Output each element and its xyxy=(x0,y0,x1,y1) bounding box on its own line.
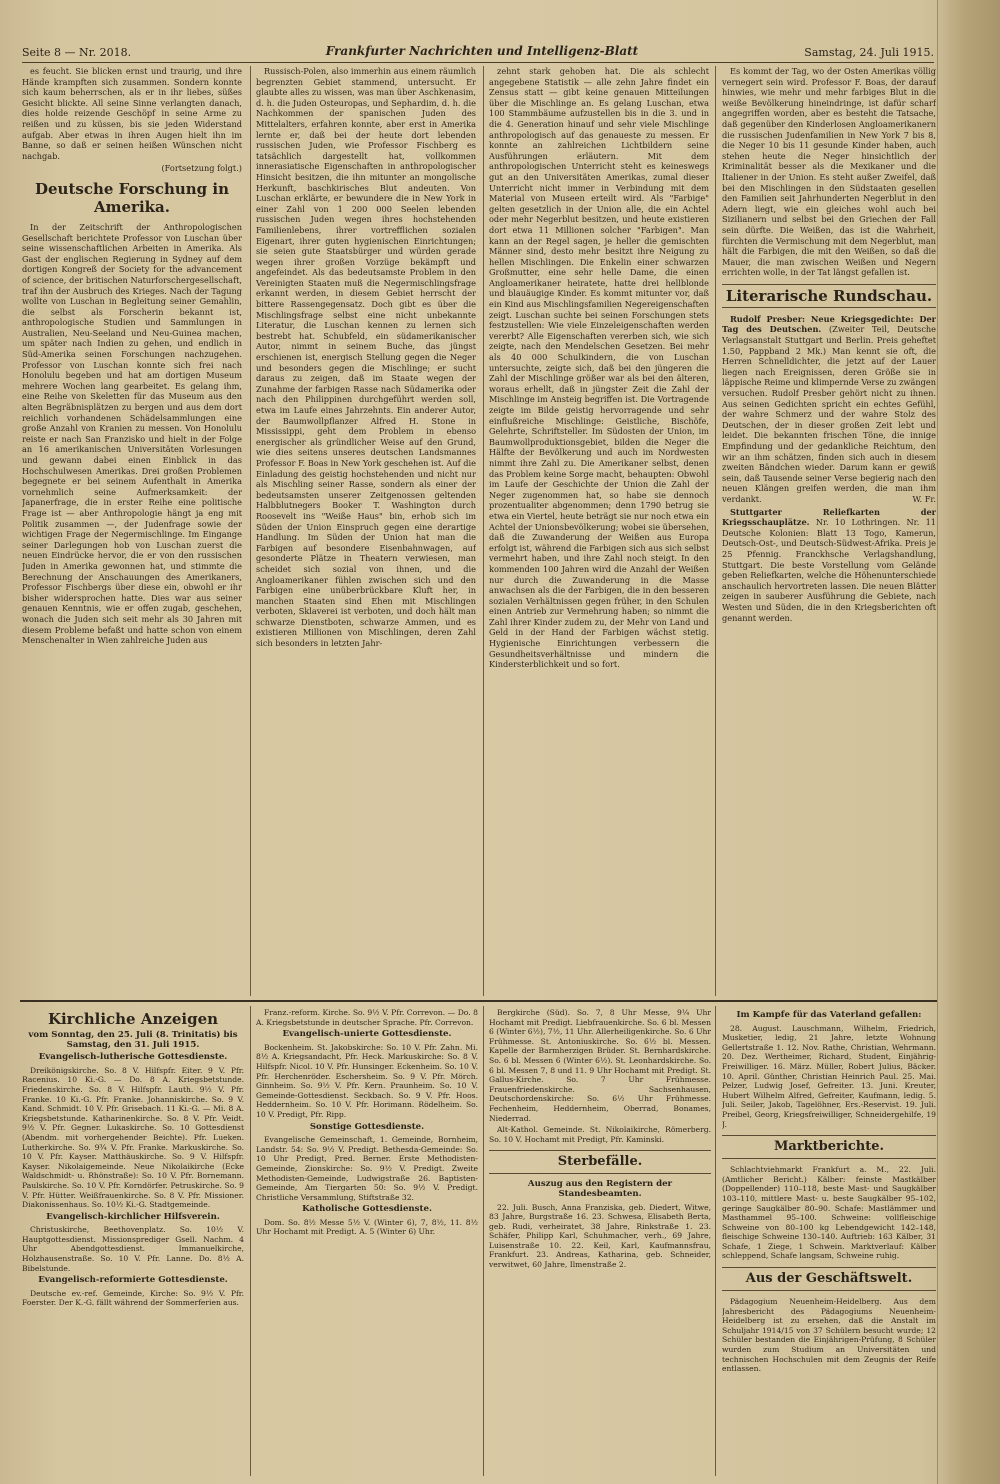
page-number: Seite 8 — Nr. 2018. xyxy=(22,46,132,59)
serial-ending: es feucht. Sie blicken ernst und traurig, und ihre Hände krampften sich zusammen. Sondern konnte sich kaum beherrschen, als er in ihr liebes, süßes Gesicht blickte. All seine Sinne verlangten danach, dies holde reizende Geschöpf in seine Arme zu reißen und zu küssen, bis sie jeden Widerstand aufgab. Aber etwas in ihren Augen hielt ihn im Banne, so daß er seinen heißen Wünschen nicht nachgab. xyxy=(22,66,242,161)
catholic-listings-continued: Bergkirche (Süd). So. 7, 8 Uhr Messe, 9¼ Uhr Hochamt mit Predigt. Liebfrauenkirche. So. 6 bl. Messen 6 (Winter 6½), 7½, 11 Uhr. Allerheiligenkirche. So. 6 Uhr Frühmesse. St. Antoniuskirche. So. 6½ bl. Messen. Kapelle der Barmherzigen Brüder. St. Bernhardskirche. So. 6 bl. Messen 6 (Winter 6½). St. Leonhardskirche. So. 6 bl. Messen 7, 8 und 11. 9 Uhr Hochamt mit Predigt. St. Gallus-Kirche. So. 7 Uhr Frühmesse. Frauenfriedenskirche. Sachsenhausen, Deutschordenskirche: So. 6½ Uhr Frühmesse. Fechenheim, Heddernheim, Oberrad, Bonames, Niederrad. xyxy=(489,1008,711,1123)
article-body-continued: zehnt stark gehoben hat. Die als schlecht angegebene Statistik — alle zehn Jahre findet ein Zensus statt — gibt keine genauen Mitteilungen über die Mischlinge an. Es gelang Luschan, etwa 100 Stammbäume aufzustellen bis in die 3. und in die 4. Generation hinauf und sehr viele Mischlinge anthropologisch auf das genaueste zu messen. Er konnte an zahlreichen Lichtbildern seine Ausführungen erläutern. Mit dem anthropologischen Unterricht steht es keineswegs gut an den Universitäten Amerikas, zumal dieser Unterricht nicht immer in Verbindung mit dem Material von Museen erteilt wird. Als "Farbige" gelten gesetzlich in der Union alle, die ein Achtel oder mehr Negerblut besitzen, und heute existieren dort etwa 11 Millionen solcher "Farbigen". Man kann an der Regel sagen, je heller die gemischten Männer sind, desto mehr besitzt ihre Neigung zu hellen Mischlingen. Die Enkelin einer schwarzen Großmutter, eine sehr helle Dame, die einen Angloamerikaner heiratete, hatte drei hellblonde und blauäugige Kinder. Es kommt mitunter vor, daß ein Kind aus Mischlingsfamilien Negereigenschaften zeigt. Luschan suchte bei seinen Forschungen stets festzustellen: Wie viele Einzeleigenschaften werden vererbt? Alle Eigenschaften vererben sich, wie sich zeigte, nach den Mendelschen Gesetzen. Bei mehr als 40 000 Schulkindern, die von Luschan untersuchte, zeigte sich, daß bei den jüngeren die Zahl der Mischlinge größer war als bei den älteren, woraus erhellt, daß in jüngster Zeit die Zahl der Mischlinge im Ansteig begriffen ist. Die Vortragende zeigte im Bilde geistig hervorragende und sehr einflußreiche Mischlinge: Geistliche, Bischöfe, Gelehrte, Schriftsteller. Im Südosten der Union, im Baumwollproduktionsgebiet, bilden die Neger die Hälfte der Bevölkerung und auch im Nordwesten nimmt ihre Zahl zu. Die Amerikaner selbst, denen das Problem keine Sorge macht, behaupten: Obwohl im Laufe der Geschichte der Union die Zahl der Neger zugenommen hat, so habe sie dennoch prozentualiter abgenommen; denn 1790 betrug sie etwa ein Viertel, heute beträgt sie nur noch etwa ein Achtel der Unionsbevölkerung; wobei sie übersehen, daß die Zuwanderung der Weißen aus Europa erfolgt ist, während die Farbigen sich aus sich selbst vermehrt haben, und ihre Zahl noch steigt. In den kommenden 100 Jahren wird die Anzahl der Weißen nur durch die Zuwanderung in die Masse anwachsen als die der Farbigen, die in den besseren sozialen Verhältnissen gegen früher, in den Schulen einen Antrieb zur Vermehrung haben; so nimmt die Zahl ihrer Kinder zudem zu, der Mehr von Land und Geld in der Hand der Farbigen wächst stetig. Hygienische Einrichtungen verbessern die Gesundheitsverhältnisse und mindern die Kindersterblichkeit und so fort. xyxy=(489,66,709,670)
business-title: Aus der Geschäftswelt. xyxy=(722,1267,936,1291)
column-divider xyxy=(483,1006,484,1476)
church-dates: vom Sonntag, den 25. Juli (8. Trinitatis) bis Samstag, den 31. Juli 1915. xyxy=(28,1030,238,1050)
article-body-end: Es kommt der Tag, wo der Osten Amerikas völlig vernegert sein wird. Professor F. Boas, der darauf hinwies, wie mehr und mehr farbiges Blut in die weiße Bevölkerung hineindringe, ist dafür scharf angegriffen worden, aber es besteht die Tatsache, daß gegenüber den Kinderlosen Angloamerikanern die russischen Judenfamilien in New York 7 bis 8, die Neger 10 bis 11 gesunde Kinder haben, auch stehen heute die Neger hinsichtlich der Kriminalität besser als die Mexikaner und die Italiener in der Union. Es steht außer Zweifel, daß bei den Mischlingen in den Südstaaten gesellen den Familien seit Jahrhunderten Negerblut in den Adern liegt, wie ein gleiches wohl auch bei Sizilianern und selbst bei den Griechen der Fall sein dürfte. Die Weißen, das ist die Wahrheit, fürchten die Vermischung mit dem Negerblut, man hält die Farbigen, die mit den Weißen, so daß die Mauer, die man zwischen Weißen und Negern errichten wolle, in der Tat längst gefallen ist. xyxy=(722,66,936,278)
united-listings: Bockenheim. St. Jakobskirche: So. 10 V. Pfr. Zahn. Mi. 8½ A. Kriegsandacht, Pfr. Heck. Markuskirche: So. 8 V. Hilfspfr. Nicol. 10 V. Pfr. Hunsinger. Eckenheim. So. 10 V. Pfr. Herchenröder. Eschersheim. So. 9 V. Pfr. Mörch. Ginnheim. So. 9½ V. Pfr. Kern. Praunheim. So. 10 V. Gemeinde-Gottesdienst. Seckbach. So. 9 V. Pfr. Hoos. Heddernheim. So. 10 V. Pfr. Horimann. Rödelheim. So. 10 V. Predigt, Pfr. Ripp. xyxy=(256,1042,478,1119)
column-divider xyxy=(715,1006,716,1476)
review-body: (Zweiter Teil, Deutsche Verlagsanstalt Stuttgart und Berlin. Preis geheftet 1.50, Pappband 2 Mk.) Man kennt sie oft, die Herren Schnelldichter, die jetzt auf der Lauer liegen nach Ereignissen, deren Größe sie in läppische Reime und klimpernde Verse zu zwängen versuchen. Rudolf Presber gehört nicht zu ihnen. Aus seinen Gedichten spricht ein echtes Gefühl, der wahre Schmerz und der wahre Stolz des Deutschen, der in dieser großen Zeit lebt und leidet. Die bekannten frischen Töne, die innige Empfindung und der gedankliche Reichtum, den wir an ihm schätzen, finden sich auch in diesem zweiten Bändchen wieder. Darum kann er gewiß sein, daß Tausende seiner Verse begierig nach den neuen Klängen greifen werden, die man ihm verdankt. xyxy=(722,324,936,504)
article-body: In der Zeitschrift der Anthropologischen Gesellschaft berichtete Professor von Luschan über seine wissenschaftlichen Arbeiten in Amerika. Als Gast der englischen Regierung in Sydney auf dem dortigen Kongreß der Society for the advancement of science, der britischen Naturforschergesellschaft, traf ihn der Ausbruch des Krieges. Nach der Tagung wollte von Luschan in Begleitung seiner Gemahlin, die selbst als Forscherin bekannt ist, anthropologische Studien und Sammlungen in Australien, Neu-Seeland und Neu-Guinea machen, um später nach Indien zu gehen, und endlich in Süd-Amerika seinen Forschungen nachzugehen. Professor von Luschan konnte sich frei nach Honolulu begeben und hat am dortigen Museum mehrere Wochen lang gearbeitet. Es gelang ihm, eine Reihe von Skeletten für das Museum aus den alten Begräbnisplätzen zu bergen und aus dem dort reichlich vorhandenen Schädelsammlungen eine große Anzahl von Kranien zu messen. Von Honolulu reiste er nach San Franzisko und hielt in der Folge an 16 amerikanischen Universitäten Vorlesungen und gewann dabei einen Einblick in das Hochschulwesen Amerikas. Drei großen Problemen begegnete er bei seinem Aufenthalt in Amerika vornehmlich seine Aufmerksamkeit: der Japanerfrage, die in erster Reihe eine politische Frage ist — aber Anthropologie hängt ja eng mit Politik zusammen —, der Judenfrage sowie der wichtigen Frage der Negermischlinge. Im Eingange seiner Darlegungen hob von Luschan zuerst die neuen Eindrücke hervor, die er von den russischen Juden in Amerika gewonnen hat, und stimmte die Berechnung der Anschauungen des Amerikaners, Professor Fischbergs über diese ein, obwohl er ihr bisher widersprochen hatte. Dies war aus seiner genauen Kenntnis, wie er offen zugab, geschehen, wonach die Juden sich seit mehr als 30 Jahren mit diesem Probleme befaßt und hatte schon von einem Menschenalter in Wien zahlreiche Juden aus xyxy=(22,221,242,646)
reformed-listings: Deutsche ev.-ref. Gemeinde, Kirche: So. 9½ V. Pfr. Foerster. Der K.-G. fällt während der Sommerferien aus. xyxy=(22,1288,244,1308)
french-reformed: Franz.-reform. Kirche. So. 9½ V. Pfr. Correvon. — Do. 8 A. Kriegsbetstunde in deutscher Sprache. Pfr. Correvon. xyxy=(256,1008,478,1027)
review-signature: W. Fr. xyxy=(912,493,936,504)
page-header xyxy=(22,44,934,63)
hilfsverein-heading: Evangelisch-kirchlicher Hilfsverein. xyxy=(46,1211,220,1222)
catholic-heading: Katholische Gottesdienste. xyxy=(302,1204,432,1215)
hilfsverein-listings: Christuskirche, Beethovenplatz. So. 10½ V. Hauptgottesdienst. Missionsprediger Gsell. Nachm. 4 Uhr Abendgottesdienst. Immanuelkirche, Holzhausenstraße. So. 10 V. Pfr. Lanne. Do. 8½ A. Bibelstunde. xyxy=(22,1225,244,1273)
review-heading: Rudolf Presber: Neue Kriegsgedichte: Der Tag des Deutschen. xyxy=(722,313,936,335)
market-report: Schlachtviehmarkt Frankfurt a. M., 22. Juli. (Amtlicher Bericht.) Kälber: feinste Mastkälber (Doppellender) 110–118, beste Mast- und Saugkälber 103–110, mittlere Mast- u. beste Saugkälber 95–102, geringe Saugkälber 80–90. Schafe: Mastlämmer und Masthammel 95–100. Schweine: vollfleischige Schweine von 80–100 kg Lebendgewicht 142–148, fleischige Schweine 130–140. Auftrieb: 163 Kälber, 31 Schafe, 1 Ziege, 1 Schwein. Marktverlauf: Kälber schleppend, Schafe langsam, Schweine ruhig. xyxy=(722,1165,936,1261)
church-title: Kirchliche Anzeigen xyxy=(47,1010,219,1028)
article-title: Deutsche Forschung in Amerika. xyxy=(35,179,229,216)
reformed-heading: Evangelisch-reformierte Gottesdienste. xyxy=(38,1275,228,1286)
column-divider xyxy=(250,66,251,996)
other-heading: Sonstige Gottesdienste. xyxy=(309,1121,425,1132)
issue-date: Samstag, 24. Juli 1915. xyxy=(804,46,934,59)
catholic-listings: Dom. So. 8½ Messe 5½ V. (Winter 6), 7, 8½, 11. 8½ Uhr Hochamt mit Predigt. A. 5 (Winter 6) Uhr. xyxy=(256,1217,478,1237)
church-column-2 xyxy=(256,1008,478,1478)
section-title: Literarische Rundschau. xyxy=(722,284,936,308)
masthead: Frankfurter Nachrichten und Intelligenz-Blatt xyxy=(325,44,639,58)
market-title: Marktberichte. xyxy=(722,1135,936,1159)
deaths-listings: 22. Juli. Busch, Anna Franziska, geb. Diedert, Witwe, 83 Jahre, Burgstraße 16. 23. Schwesa, Elisabeth Berta, geb. Rudi, verheiratet, 38 Jahre, Rinkstraße 1. 23. Schäfer, Philipp Karl, Schuhmacher, verh., 69 Jahre, Luisenstraße 10. 22. Keil, Karl, Kaufmannsfrau, Frankfurt. 23. Andreas, Katharina, geb. Schneider, verwitwet, 60 Jahre, Ilmenstraße 2. xyxy=(489,1202,711,1270)
church-column-3 xyxy=(489,1008,711,1478)
column-divider xyxy=(250,1006,251,1476)
column-divider xyxy=(715,66,716,996)
notice-heading: Stuttgarter Reliefkarten der Kriegsschauplätze. xyxy=(722,506,936,528)
section-divider xyxy=(20,1000,938,1002)
market-column xyxy=(722,1008,936,1478)
other-listings: Evangelische Gemeinschaft, 1. Gemeinde, Bornheim, Landstr. 54: So. 9½ V. Predigt. Bethesda-Gemeinde: So. 10 Uhr Predigt, Pred. Berner. Erste Methodisten-Gemeinde, Zionskirche: So. 9½ V. Predigt. Zweite Methodisten-Gemeinde, Ludwigstraße 26. Baptisten-Gemeinde, Am Tiergarten 50: So. 9½ V. Predigt. Christliche Versammlung, Stiftstraße 32. xyxy=(256,1135,478,1202)
column-divider xyxy=(483,66,484,996)
deaths-title: Sterbefälle. xyxy=(489,1150,711,1174)
united-heading: Evangelisch-unierte Gottesdienste. xyxy=(282,1029,452,1040)
article-body-continued: Russisch-Polen, also immerhin aus einem räumlich begrenzten Gebiet stammend, untersucht. Er glaubte alles zu wissen, was man über Aschkenasim, d. h. die Juden Osteuropas, und Sephardim, d. h. die Nachkommen der spanischen Juden des Mittelalters, erfahren konnte, aber erst in Amerika lernte er, daß bei der heute dort lebenden russischen Juden, wie Professor Fischberg es tatsächlich dargestellt hat, vollkommen innerasiatische Eigenschaften in anthropologischer Hinsicht besitzen, die ihn mitunter an mongolische Herkunft, baschkirisches Blut andeuten. Von Luschan erklärte, er bewundere die in New York in einer Zahl von 1 200 000 Seelen lebenden russischen Juden wegen ihres hochstehenden Familienlebens, ihrer vortrefflichen sozialen Eigenart, ihrer guten hygienischen Einrichtungen; sie seien gute Staatsbürger und würden gerade wegen ihrer großen Vorzüge bekämpft und angefeindet. Als das bedeutsamste Problem in den Vereinigten Staaten muß die Negermischlingsfrage erkannt werden, in diesem Gebiet herrscht der bittere Rassengegensatz. Doch gibt es über die Mischlingsfrage selbst eine nicht unbekannte Literatur, die Luschan kennen zu lernen sich bestrebt hat. Schubfeld, ein südamerikanischer Autor, nimmt in seinem Buche, das jüngst erschienen ist, energisch Stellung gegen die Neger und besonders gegen die Mischlinge; er sucht daraus zu zeigen, daß im Staate wegen der Zunahme der farbigen Rasse nach Südamerika oder nach den Philippinen durchgeführt werden soll, etwa im Laufe eines Jahrzehnts. Ein anderer Autor, der Baumwollpflanzer Alfred H. Stone in Mississippi, geht dem Problem in ebenso energischer als gründlicher Weise auf den Grund, wie dies seitens unseres deutschen Landsmannes Professor F. Boas in New York geschehen ist. Auf die Einladung des geistig hochstehenden und nicht nur als Mischling seiner Rasse, sondern als einer der bedeutsamsten unserer Zeitgenossen geltenden Halbblutnegers Booker T. Washington durch Roosevelt ins "Weiße Haus" bin, erhob sich im Süden der Union Einspruch gegen eine derartige Handlung. Im Süden der Union hat man die Farbigen auf besondere Eisenbahnwagen, auf gesonderte Plätze in Theatern verwiesen, man scheidet sich sozial von ihnen, und die Angloamerikaner fühlen zwischen sich und den Farbigen eine unüberbrückbare Kluft her, in manchen Staaten sind Ehen mit Mischlingen verboten, Sklaverei ist verboten, und doch hält man schwarze Dienstboten, schwarze Ammen, und es existieren Millionen von Mischlingen, deren Zahl sich besonders in letzten Jahr- xyxy=(256,66,476,649)
old-catholic-listing: Alt-Kathol. Gemeinde. St. Nikolaikirche, Römerberg. So. 10 V. Hochamt mit Predigt, Pfr. Kaminski. xyxy=(489,1125,711,1144)
church-column-1 xyxy=(22,1008,244,1478)
continued-note: (Fortsetzung folgt.) xyxy=(161,163,242,174)
adjacent-page-edge xyxy=(937,0,1000,1484)
column-2 xyxy=(256,66,476,991)
business-report: Pädagogium Neuenheim-Heidelberg. Aus dem Jahresbericht des Pädagogiums Neuenheim-Heidelberg ist zu ersehen, daß die Anstalt im Schuljahr 1914/15 von 37 Schülern besucht wurde; 12 Schüler bestanden die Einjährigen-Prüfung, 8 Schüler wurden zum Studium an Universitäten und technischen Hochschulen mit dem Zeugnis der Reife entlassen. xyxy=(722,1297,936,1374)
deaths-subtitle: Auszug aus den Registern der Standesbeamten. xyxy=(527,1179,673,1199)
column-1 xyxy=(22,66,242,991)
fallen-listings: 28. August. Lauschmann, Wilhelm, Friedrich, Musketier, ledig, 21 Jahre, letzte Wohnung Gellertstraße 1. 12. Nov. Rathe, Christian, Wehrmann. 20. Dez. Wertheimer, Richard, Student, Einjährig-Freiwilliger. 16. März. Müller, Robert Julius, Bäcker. 10. April. Günther, Christian Heinrich Paul. 25. Mai. Pelzer, Ludwig Josef, Gefreiter. 13. Juni. Kreuter, Hubert Wilhelm Alfred, Gefreiter, Kaufmann, ledig. 5. Juli. Seiler, Jakob, Tagelöhner, Ers.-Reservist. 19. Juli. Preibel, Georg, Kriegsfreiwilliger, Schneidergehilfe, 19 J. xyxy=(722,1023,936,1129)
lutheran-heading: Evangelisch-lutherische Gottesdienste. xyxy=(38,1052,228,1063)
notice-body: Nr. 10 Lothringen. Nr. 11 Deutsche Kolonien: Blatt 13 Togo, Kamerun, Deutsch-Ost-, und Deutsch-Südwest-Afrika. Preis je 25 Pfennig. Franckhsche Verlagshandlung, Stuttgart. Die beste Vorstellung vom Gelände geben Reliefkarten, welche die Höhenunterschiede anschaulich hervortreten lassen. Die neuen Blätter zeigen in sauberer Ausführung die Gebiete, nach Westen und Süden, die in den Kriegsberichten oft genannt werden. xyxy=(722,517,936,623)
lutheran-listings: Dreikönigskirche. So. 8 V. Hilfspfr. Eiter. 9 V. Pfr. Racenius. 10 Ki.-G. — Do. 8 A. Kriegsbetstunde. Friedenskirche. So. 8 V. Hilfspfr. Lauth. 9½ V. Pfr. Franke. 10 Ki.-G. Pfr. Franke. Johanniskirche. So. 9 V. Kand. Schmidt. 10 V. Pfr. Grisebach. 11 Ki.-G. — Mi. 8 A. Kriegsbetstunde. Katharinenkirche. So. 8 V. Pfr. Veidt. 9½ V. Pfr. Gegner. Lukaskirche. So. 10 Gottesdienst (Abendm. mit vorhergehender Beichte). Pfr. Lueken. Lutherkirche. So. 9¾ V. Pfr. Franke. Markuskirche. So. 10 V. Pfr. Kayser. Matthäuskirche. So. 9 V. Hilfspfr. Kayser. Nikolaigemeinde. Neue Nikolaikirche (Ecke Waldschmidt- u. Rhönstraße): So. 10 V. Pfr. Bornemann. Paulskirche. So. 10 V. Pfr. Korndörfer. Petruskirche. So. 9 V. Pfr. Hütter. Weißfrauenkirche. So. 8 V. Pfr. Missioner. Diakonissenhaus. So. 10½ Ki.-G. Stadtgemeinde. xyxy=(22,1065,244,1210)
column-4 xyxy=(722,66,936,991)
fallen-heading: Im Kampfe für das Vaterland gefallen: xyxy=(736,1010,922,1020)
column-3 xyxy=(489,66,709,991)
